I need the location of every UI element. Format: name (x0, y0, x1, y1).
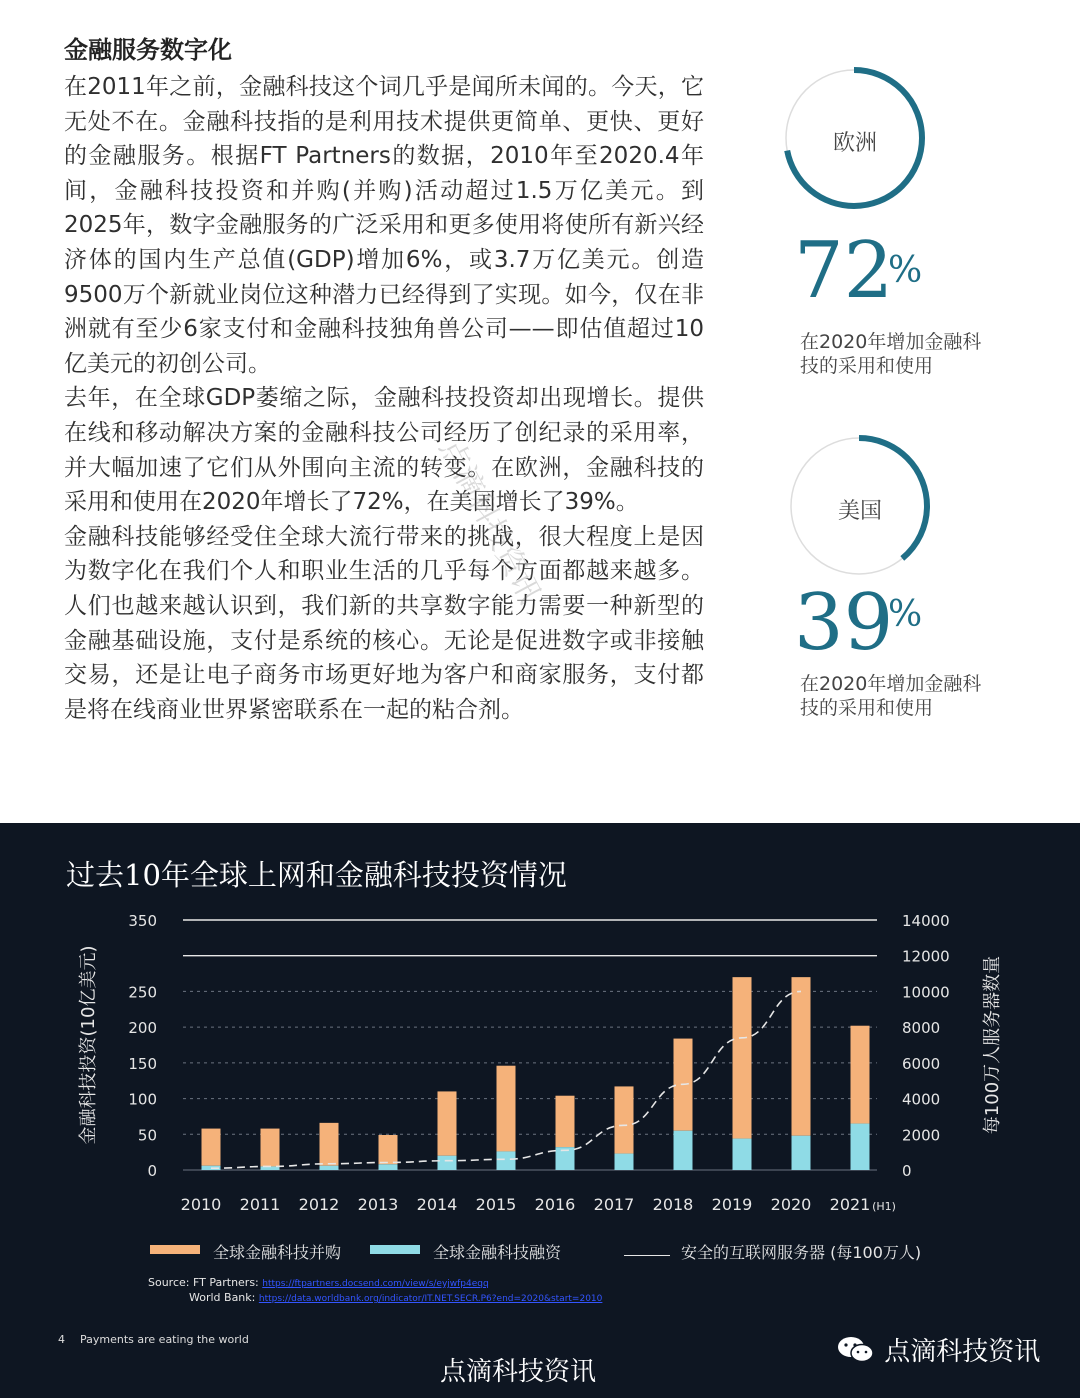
stat-value: 39 (794, 578, 894, 668)
x-tick-suffix: (H1) (872, 1200, 896, 1213)
stat-region-label: 美国 (837, 499, 882, 524)
y-right-tick-label: 12000 (902, 947, 950, 966)
y-tick-label: 250 (128, 983, 157, 1002)
y-tick-label: 0 (147, 1162, 157, 1180)
y-right-tick-label: 14000 (902, 912, 950, 930)
x-tick-label: 2017 (593, 1195, 635, 1214)
y-right-tick-label: 4000 (902, 1090, 941, 1109)
paragraph: 金融科技能够经受住全球大流行带来的挑战，很大程度上是因为数字化在我们个人和职业生活的几乎每个方面都越来越多。人们也越来越认识到，我们新的共享数字能力需要一种新型的金融基础设施，支付是系统的核心。无论是促进数字或非接触交易，还是让电子商务市场更好地为客户和商家服务，支付都是将在线商业世界紧密联系在一起的粘合剂。 (64, 523, 704, 723)
bar-ma (851, 1026, 870, 1124)
bar-financing (615, 1154, 634, 1170)
y-tick-label: 50 (137, 1126, 157, 1145)
legend-swatch-financing (370, 1245, 420, 1254)
stat-value: 72 (794, 226, 894, 316)
paragraph: 在2011年之前，金融科技这个词几乎是闻所未闻的。今天，它无处不在。金融科技指的是利用技术提供更简单、更快、更好的金融服务。根据FT Partners的数据，2010年至2020.4年间，金融科技投资和并购(并购)活动超过1.5万亿美元。到2025年，数字金融服务的广泛采用和更多使用将使所有新兴经济体的国内生产总值(GDP)增加6%，或3.7万亿美元。创造9500万个新就业岗位这种潜力已经得到了实现。如今，仅在非洲就有至少6家支付和金融科技独角兽公司——即估值超过10亿美元的初创公司。 (64, 74, 704, 377)
chart-section (0, 823, 1080, 1398)
x-tick-label: 2014 (416, 1195, 458, 1214)
y-right-axis-title: 每100万人服务器数量 (982, 955, 1003, 1135)
article-heading: 金融服务数字化 (64, 35, 232, 64)
bar-ma (261, 1129, 280, 1167)
source-link[interactable]: https://data.worldbank.org/indicator/IT.NET.SECR.P6?end=2020&start=2010 (258, 1294, 603, 1304)
bar-financing (674, 1131, 693, 1170)
stat-description: 在2020年增加金融科技的采用和使用 (800, 673, 982, 719)
brand-name-text: 点滴科技资讯 (884, 1337, 1041, 1367)
article-body (64, 70, 704, 727)
bar-financing (733, 1139, 752, 1170)
x-tick-label: 2011 (239, 1195, 281, 1214)
y-right-tick-label: 0 (902, 1162, 912, 1180)
bar-ma (320, 1123, 339, 1166)
x-tick-label: 2020 (770, 1195, 812, 1214)
wechat-icon (836, 1334, 876, 1364)
legend-swatch-servers (624, 1255, 670, 1256)
y-axis-title: 金融科技投资(10亿美元) (78, 945, 99, 1145)
y-tick-label: 150 (128, 1054, 157, 1073)
y-tick-label: 100 (128, 1090, 157, 1109)
y-right-tick-label: 2000 (902, 1126, 941, 1145)
stat-unit: % (888, 594, 923, 635)
y-tick-label: 200 (128, 1019, 157, 1038)
stat-description: 在2020年增加金融科技的采用和使用 (800, 331, 982, 377)
chart-title: 过去10年全球上网和金融科技投资情况 (66, 858, 567, 892)
x-tick-label: 2015 (475, 1195, 517, 1214)
y-right-tick-label: 8000 (902, 1019, 941, 1038)
x-tick-label: 2016 (534, 1195, 576, 1214)
bar-financing (792, 1136, 811, 1170)
source-name: World Bank: (189, 1291, 256, 1304)
bar-financing (320, 1166, 339, 1170)
stat-region-label: 欧洲 (832, 131, 877, 156)
stat-unit: % (888, 250, 923, 291)
legend-swatch-ma (150, 1245, 200, 1254)
watermark: 点滴科技资讯 (432, 433, 548, 610)
bar-financing (851, 1124, 870, 1170)
x-tick-label: 2019 (711, 1195, 753, 1214)
x-tick-label: 2012 (298, 1195, 340, 1214)
x-tick-label: 2013 (357, 1195, 399, 1214)
bar-ma (497, 1066, 516, 1152)
x-tick-label: 2021 (829, 1195, 871, 1214)
investment-chart (0, 823, 1080, 1263)
paragraph: 去年，在全球GDP萎缩之际，金融科技投资却出现增长。提供在线和移动解决方案的金融科技公司经历了创纪录的采用率，并大幅加速了它们从外围向主流的转变。在欧洲，金融科技的采用和使用在2020年增长了72%，在美国增长了39%。 (64, 385, 704, 516)
page-footer-text: Payments are eating the world (80, 1333, 249, 1346)
y-right-tick-label: 10000 (902, 983, 950, 1002)
source-label: Source: (148, 1276, 190, 1289)
bar-ma (202, 1129, 221, 1166)
bar-ma (615, 1086, 634, 1153)
bar-financing (379, 1164, 398, 1170)
y-right-tick-label: 6000 (902, 1054, 941, 1073)
x-tick-label: 2018 (652, 1195, 694, 1214)
bar-ma (792, 977, 811, 1136)
y-tick-label: 350 (128, 912, 157, 930)
bar-ma (379, 1135, 398, 1164)
page-number: 4 (58, 1333, 65, 1346)
brand-name (836, 1331, 1040, 1368)
bar-ma (733, 977, 752, 1138)
bar-financing (497, 1151, 516, 1170)
legend-label: 安全的互联网服务器 (每100万人) (681, 1243, 922, 1262)
source-note (148, 1276, 602, 1306)
source-link[interactable]: https://ftpartners.docsend.com/view/s/eyjwfp4eqq (262, 1279, 489, 1289)
x-tick-label: 2010 (180, 1195, 222, 1214)
bar-ma (438, 1091, 457, 1155)
bar-financing (438, 1156, 457, 1170)
source-name: FT Partners: (193, 1276, 259, 1289)
legend-label: 全球金融科技融资 (433, 1243, 562, 1262)
legend-label: 全球金融科技并购 (213, 1243, 342, 1262)
bar-ma (556, 1096, 575, 1147)
brand-watermark: 点滴科技资讯 (440, 1357, 597, 1387)
